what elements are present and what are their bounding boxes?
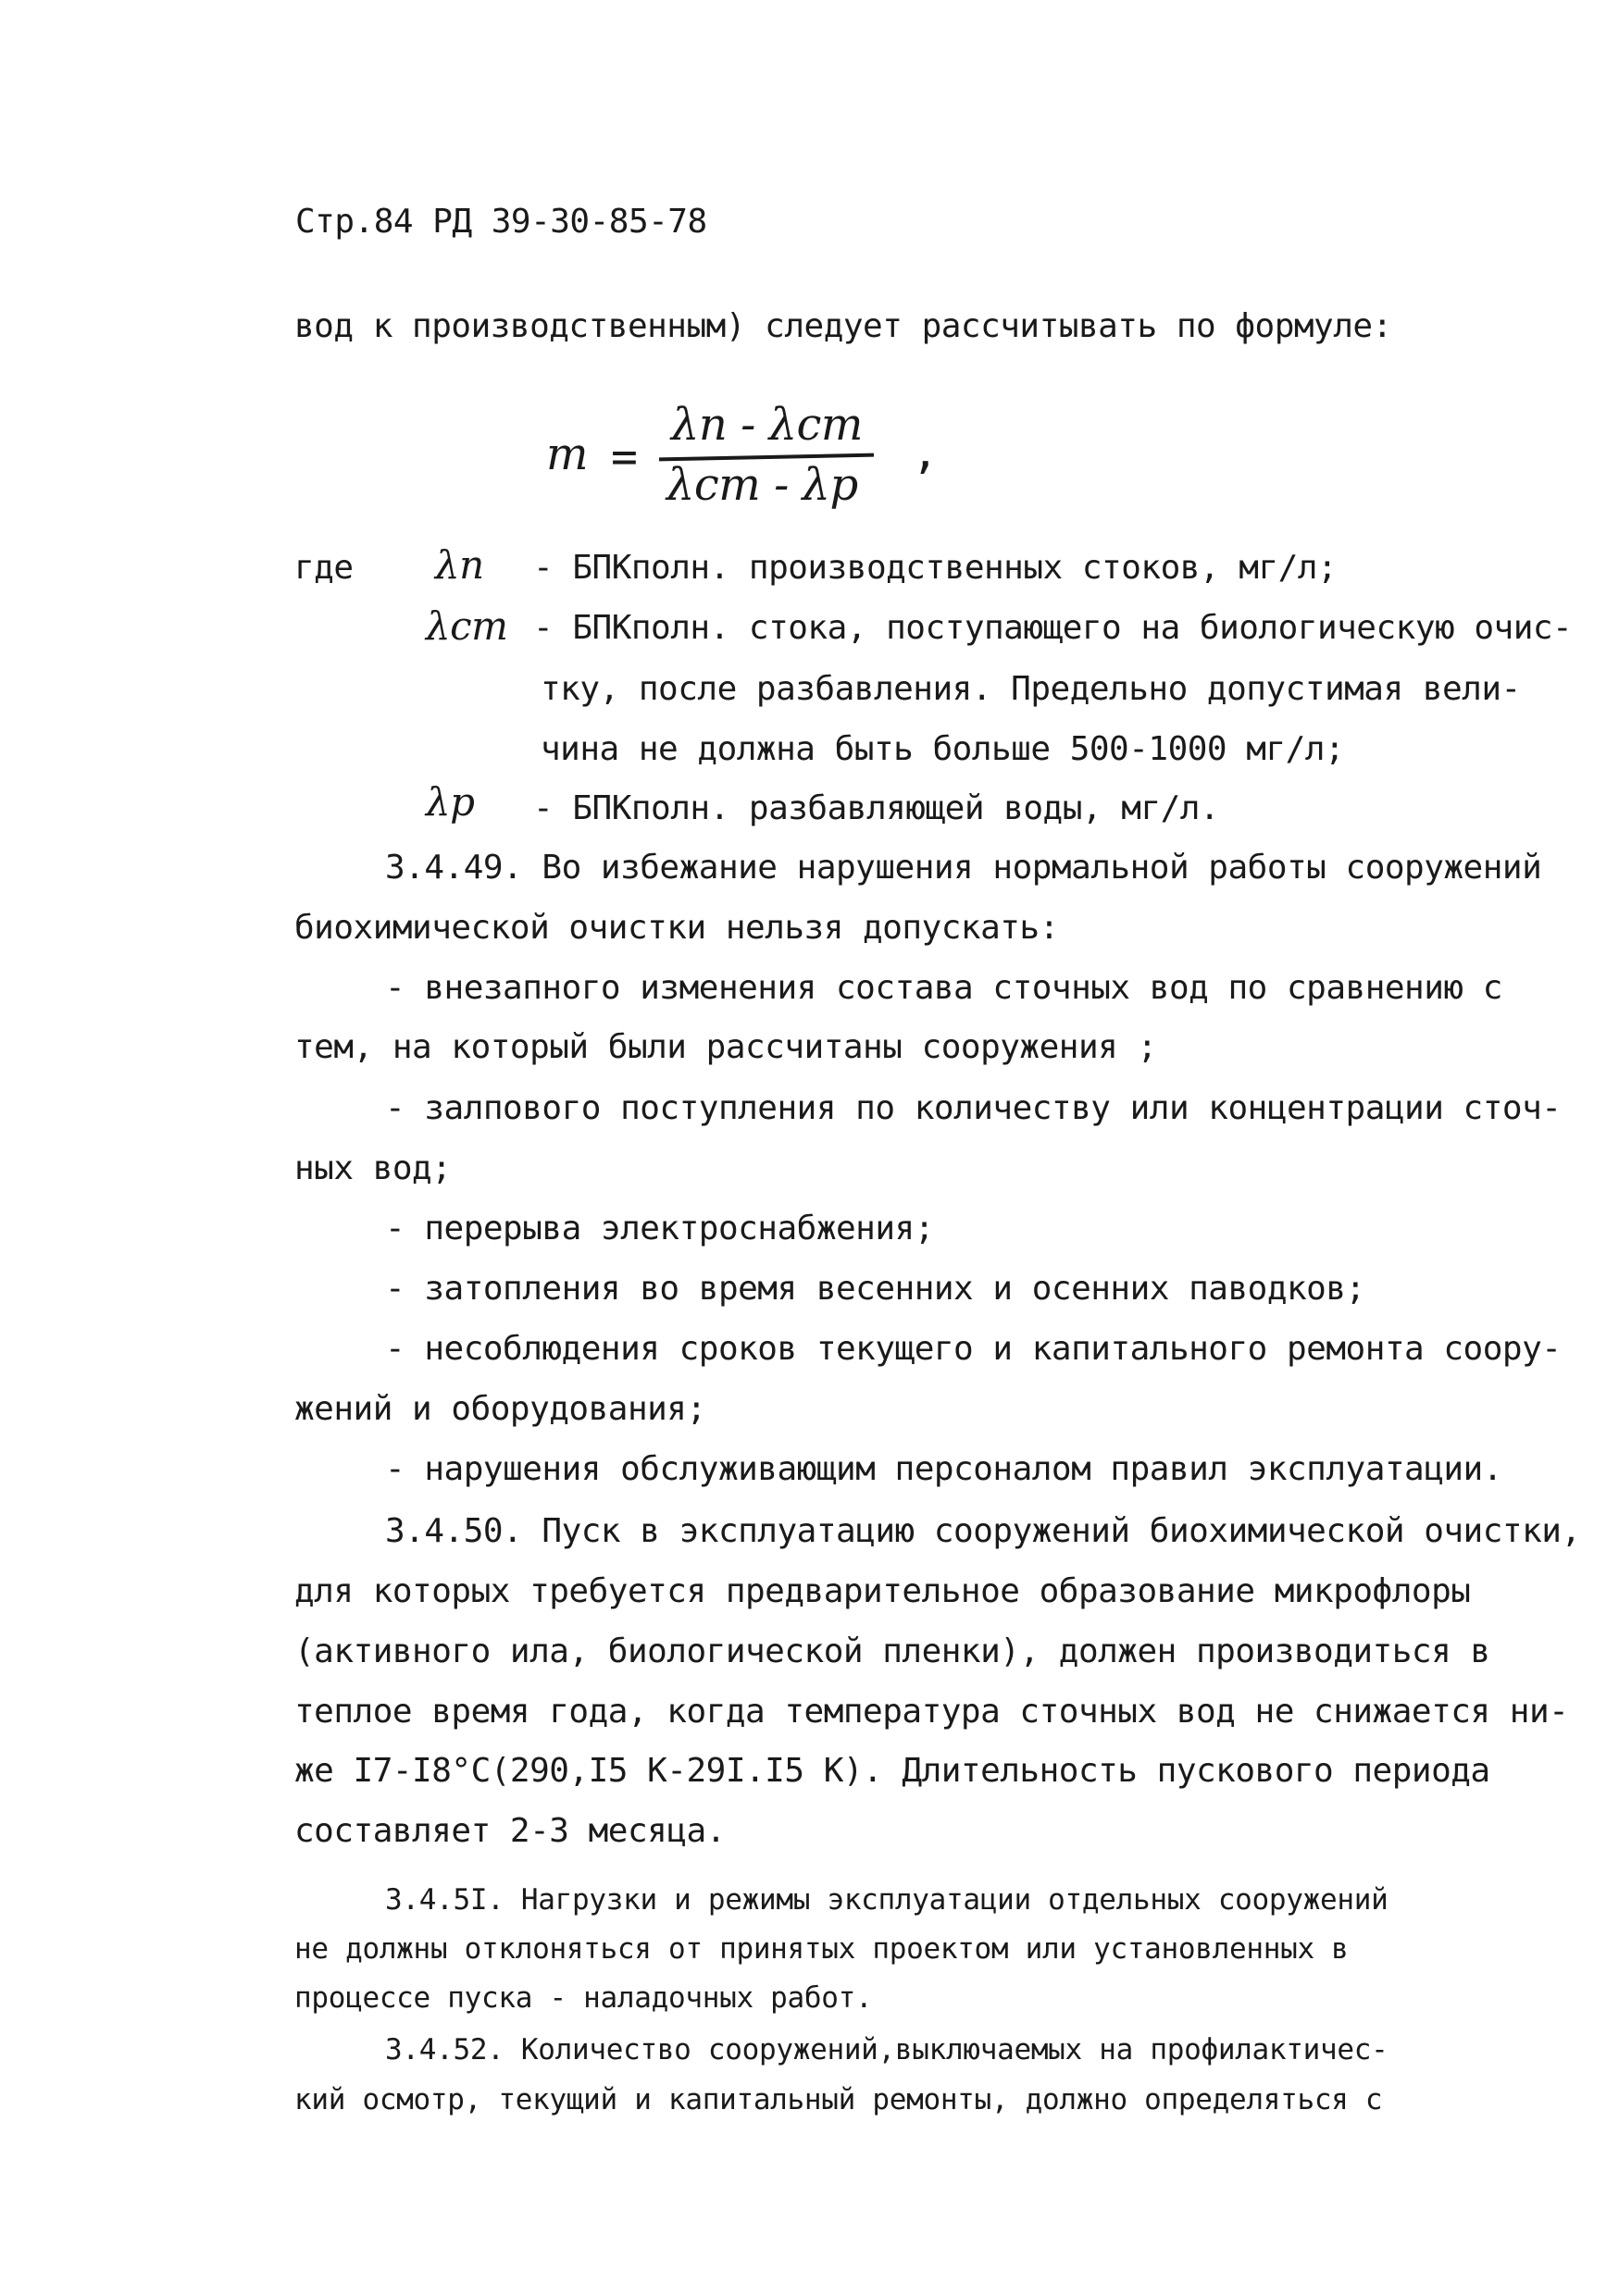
paragraph-3450-line: (активного ила, биологической пленки), должен производиться в <box>294 1632 1490 1670</box>
definition-line: чина не должна быть больше 500-1000 мг/л; <box>541 730 1345 768</box>
bullet-line: - перерыва электроснабжения; <box>385 1210 934 1247</box>
paragraph-3452-line: кий осмотр, текущий и капитальный ремонты, должно определяться с <box>294 2083 1383 2116</box>
definition-line: - БПКполн. стока, поступающего на биологическую очис- <box>533 609 1573 647</box>
paragraph-3450-line: для которых требуется предварительное образование микрофлоры <box>294 1572 1471 1610</box>
bullet-line: - несоблюдения сроков текущего и капитального ремонта соору- <box>385 1330 1562 1368</box>
bullet-line: - затопления во время весенних и осенних паводков; <box>385 1270 1365 1308</box>
bullet-line: ных вод; <box>294 1149 452 1187</box>
where-label: где <box>294 549 354 587</box>
intro-line: вод к производственным) следует рассчитывать по формуле: <box>294 307 1392 345</box>
definition-line: тку, после разбавления. Предельно допустимая вели- <box>541 670 1521 708</box>
formula-equals: = <box>611 431 638 483</box>
paragraph-3449-line: 3.4.49. Во избежание нарушения нормальной работы сооружений <box>385 849 1542 887</box>
formula-trailing: , <box>912 427 939 478</box>
formula-lhs: m <box>546 428 589 480</box>
formula-denominator: λст - λр <box>666 459 858 511</box>
bullet-line: - залпового поступления по количеству или концентрации сточ- <box>385 1089 1562 1127</box>
bullet-line: жений и оборудования; <box>294 1390 706 1428</box>
paragraph-3451-line: процессе пуска - наладочных работ. <box>294 1981 873 2015</box>
paragraph-3449-line: биохимической очистки нельзя допускать: <box>294 909 1059 947</box>
paragraph-3451-line: не должны отклоняться от принятых проектом или установленных в <box>294 1932 1349 1966</box>
paragraph-3452-line: 3.4.52. Количество сооружений,выключаемых на профилактичес- <box>385 2033 1389 2066</box>
page-header: Стр.84 РД 39-30-85-78 <box>295 203 707 241</box>
bullet-line: - внезапного изменения состава сточных вод по сравнению с <box>385 969 1502 1007</box>
symbol-lambda-n: λп <box>435 542 484 588</box>
formula-numerator: λп - λст <box>671 399 863 451</box>
paragraph-3450-line: теплое время года, когда температура сточных вод не снижается ни- <box>294 1693 1569 1731</box>
bullet-line: - нарушения обслуживающим персоналом правил эксплуатации. <box>385 1450 1502 1488</box>
paragraph-3450-line: же I7-I8°C(290,I5 K-29I.I5 K). Длительность пускового периода <box>294 1752 1490 1790</box>
symbol-lambda-st: λст <box>426 603 508 649</box>
paragraph-3450-line: 3.4.50. Пуск в эксплуатацию сооружений биохимической очистки, <box>385 1512 1581 1550</box>
paragraph-3450-line: составляет 2-3 месяца. <box>294 1812 726 1850</box>
symbol-lambda-r: λр <box>426 779 475 825</box>
definition-line: - БПКполн. производственных стоков, мг/л; <box>533 549 1338 587</box>
paragraph-3451-line: 3.4.5I. Нагрузки и режимы эксплуатации отдельных сооружений <box>385 1883 1389 1917</box>
bullet-line: тем, на который были рассчитаны сооружения ; <box>294 1028 1157 1066</box>
definition-line: - БПКполн. разбавляющей воды, мг/л. <box>533 789 1220 827</box>
